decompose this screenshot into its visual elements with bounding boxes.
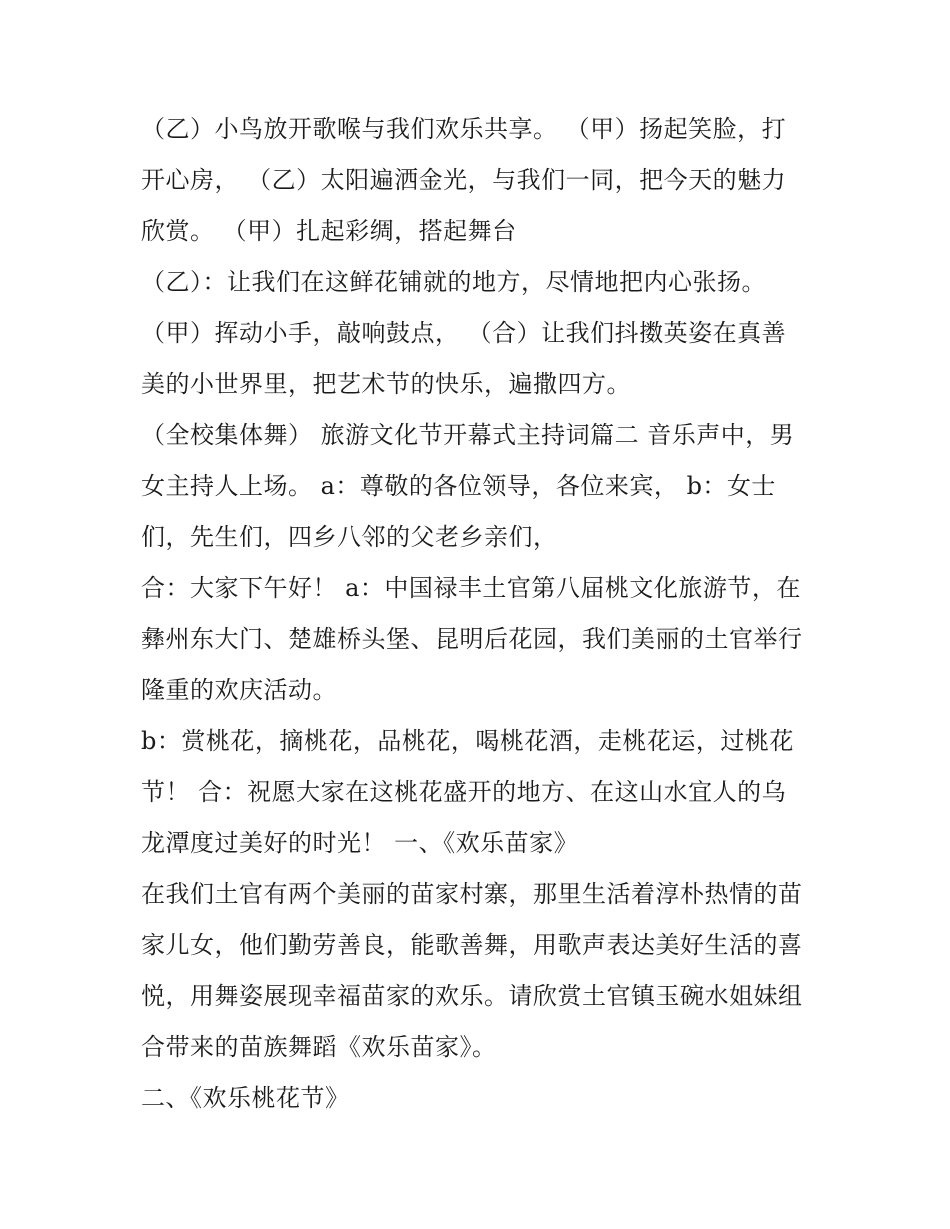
text-line: 龙潭度过美好的时光！ 一、《欢乐苗家》 — [141, 829, 579, 857]
text-line: 在我们土官有两个美丽的苗家村寨，那里生活着淳朴热情的苗 — [141, 880, 803, 908]
text-line: 彝州东大门、楚雄桥头堡、昆明后花园，我们美丽的土官举行 — [141, 625, 803, 653]
text-line: 节！ 合：祝愿大家在这桃花盛开的地方、在这山水宜人的乌 — [141, 778, 787, 806]
text-line: 隆重的欢庆活动。 — [141, 676, 337, 704]
text-line: 们，先生们，四乡八邻的父老乡亲们， — [141, 523, 558, 551]
text-line: 女主持人上场。 a：尊敬的各位领导，各位来宾， b：女士 — [141, 472, 776, 500]
text-line: （全校集体舞） 旅游文化节开幕式主持词篇二 音乐声中，男 — [141, 421, 795, 449]
text-line: （甲）挥动小手，敲响鼓点， （合）让我们抖擞英姿在真善 — [141, 319, 787, 347]
text-line: b：赏桃花，摘桃花，品桃花，喝桃花酒，走桃花运，过桃花 — [141, 727, 794, 755]
section-heading: 二、《欢乐桃花节》 — [141, 1084, 350, 1112]
text-line: （乙）小鸟放开歌喉与我们欢乐共享。 （甲）扬起笑脸，打 — [141, 115, 787, 143]
text-line: 开心房， （乙）太阳遍洒金光，与我们一同，把今天的魅力 — [141, 166, 787, 194]
text-line: 悦，用舞姿展现幸福苗家的欢乐。请欣赏土官镇玉碗水姐妹组 — [141, 982, 803, 1010]
text-line: 家儿女，他们勤劳善良，能歌善舞，用歌声表达美好生活的喜 — [141, 931, 803, 959]
text-line: 美的小世界里，把艺术节的快乐，遍撒四方。 — [141, 370, 631, 398]
text-line: 合：大家下午好！ a：中国禄丰土官第八届桃文化旅游节，在 — [141, 574, 801, 602]
text-line: 欣赏。 （甲）扎起彩绸，搭起舞台 — [141, 217, 517, 245]
text-line: 合带来的苗族舞蹈《欢乐苗家》。 — [141, 1033, 497, 1061]
text-line: （乙）：让我们在这鲜花铺就的地方，尽情地把内心张扬。 — [141, 268, 766, 296]
document-body — [141, 104, 821, 1124]
